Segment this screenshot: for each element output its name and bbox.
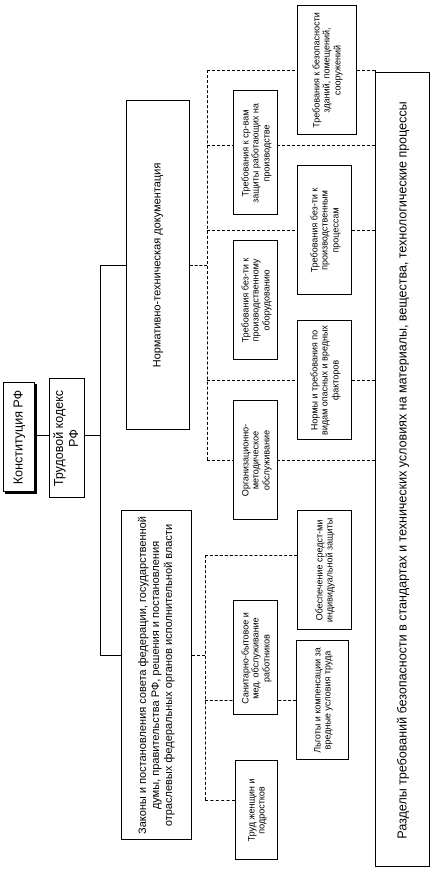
main-spine [100,265,101,655]
connector-labor-code-spine [85,435,101,436]
labor-code-box [49,378,85,498]
benefits-label: Льготы и компенсации за вредные условия труда [312,647,333,753]
safety-sections-box [375,72,430,867]
laws-box [121,510,192,840]
ppe-box [297,510,352,630]
norms-hazards-box [297,320,352,440]
connector-bus-ppe [205,555,297,556]
sanitary-box [233,600,278,715]
worker-protection-label: Требования к ср-вам защиты работающих на производстве [239,102,271,203]
connector-spine-laws [100,655,121,656]
building-safety-label: Требования к безопасности зданий, помещений, сооружений [311,12,343,128]
equipment-safety-box [233,240,278,360]
sanitary-label: Санитарно-бытовое и мед. обслуживание работников [239,611,271,704]
ppe-label: Обеспечение средст-ми индивидуальной защиты [314,517,335,623]
safety-sections-label: Разделы требований безопасности в стандартах и технических условиях на материалы, вещества, технологические процессы [395,100,409,839]
labor-code-label: Трудовой кодекс РФ [52,389,81,487]
women-youth-box [235,760,278,860]
connector-spine-ntd [100,265,126,266]
laws-bus [205,555,206,800]
constitution-box [3,382,35,492]
connector-bus-women [205,800,235,801]
process-safety-box [297,165,352,295]
constitution-label: Конституция РФ [11,389,26,485]
connector-ntd-bus [190,265,207,266]
connector-constitution-labor-code [35,435,49,436]
laws-label: Законы и постановления совета федерации, государственной думы, правительства РФ, решения и постановления отраслевых федеральных органов исполнительной власти [136,516,176,834]
org-method-box [233,400,278,520]
ntd-bus [207,70,208,460]
worker-protection-box [233,90,278,215]
org-method-label: Организационно-методическое обслуживание [239,423,271,497]
women-youth-label: Труд женщин и подростков [246,778,267,842]
ntd-box [126,100,190,430]
equipment-safety-label: Требования без-ти к производственному оборудованию [239,257,271,343]
ntd-label: Нормативно-техническая документация [151,162,164,368]
building-safety-box [297,5,357,135]
connector-laws-bus [192,655,205,656]
norms-hazards-label: Нормы и требования по видам опасных и вредных факторов [308,325,340,435]
process-safety-label: Требования без-ти к производственным процессам [308,187,340,273]
benefits-box [296,640,349,760]
